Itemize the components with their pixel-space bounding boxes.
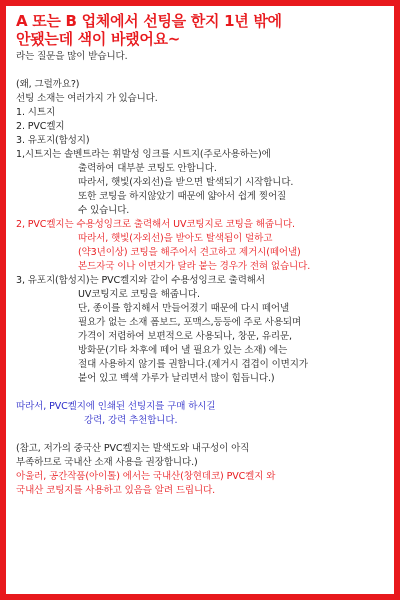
spacer <box>16 386 392 400</box>
recommend-line-2: 강력, 강력 추천합니다. <box>84 415 178 426</box>
sheet-line-1: 1,시트지는 솔벤트라는 휘발성 잉크를 시트지(주로사용하는)에 <box>16 149 271 160</box>
material-item-1: 1. 시트지 <box>16 107 56 118</box>
sheet-line-3: 따라서, 햇빛(자외선)을 받으면 탈색되기 시작합니다. <box>78 177 294 188</box>
spacer <box>16 64 392 78</box>
yupo-line-6: 방화문(기타 차후에 떼어 낼 필요가 있는 소재) 에는 <box>78 345 288 356</box>
pvc-line-3: (약3년이상) 코팅을 해주어서 견고하고 제거시(떼어낼) <box>78 247 301 258</box>
headline-line-1: A 또는 B 업체에서 선팅을 한지 1년 밖에 <box>16 12 282 30</box>
note-line-2: 부족하므로 국내산 소재 사용을 권장합니다.) <box>16 457 198 468</box>
yupo-line-5: 가격이 저렴하여 보편적으로 사용되나, 창문, 유리문, <box>78 331 292 342</box>
sheet-line-4: 또한 코팅을 하지않았기 때문에 얇아서 쉽게 찢어질 <box>78 191 287 202</box>
spacer <box>16 428 392 442</box>
why-text: (왜, 그럴까요?) <box>16 79 80 90</box>
headline <box>16 12 392 48</box>
sheet-line-2: 출력하여 대부분 코팅도 안합니다. <box>78 163 217 174</box>
yupo-line-3: 단, 종이를 합지해서 만들어졌기 때문에 다시 떼어낼 <box>78 303 290 314</box>
pvc-line-1: 2, PVC켈지는 수용성잉크로 출력해서 UV코팅지로 코팅을 해줍니다. <box>16 219 295 230</box>
material-intro: 선팅 소재는 여러가지 가 있습니다. <box>16 93 158 104</box>
yupo-line-8: 붙어 있고 백색 가루가 날리면서 많이 힘듭니다.) <box>78 373 275 384</box>
material-item-2: 2. PVC켈지 <box>16 121 65 132</box>
note-line-4: 국내산 코팅지를 사용하고 있음을 알려 드립니다. <box>16 485 216 496</box>
note-line-3: 아울러, 공간작품(아이톨) 에서는 국내산(창현데코) PVC켈지 와 <box>16 471 276 482</box>
article-body <box>16 12 392 498</box>
intro-text: 라는 질문을 많이 받습니다. <box>16 51 128 62</box>
headline-line-2: 안됐는데 색이 바랬어요~ <box>16 30 181 48</box>
yupo-line-1: 3, 유포지(합성지)는 PVC켈지와 같이 수용성잉크로 출력해서 <box>16 275 265 286</box>
recommend-line-1: 따라서, PVC켈지에 인쇄된 선팅지를 구매 하시길 <box>16 401 216 412</box>
yupo-line-7: 절대 사용하지 않기를 권합니다.(제거시 겹겹이 이면지가 <box>78 359 308 370</box>
yupo-line-4: 필요가 없는 소재 폼보드, 포맥스,등등에 주로 사용되며 <box>78 317 302 328</box>
sheet-line-5: 수 있습니다. <box>78 205 130 216</box>
yupo-line-2: UV코팅지로 코팅을 해줍니다. <box>78 289 200 300</box>
note-line-1: (참고, 저가의 중국산 PVC켈지는 발색도와 내구성이 아직 <box>16 443 250 454</box>
pvc-line-2: 따라서, 햇빛(자외선)을 받아도 탈색됨이 덜하고 <box>78 233 273 244</box>
pvc-line-4: 본드자국 이나 이면지가 달라 붙는 경우가 전혀 없습니다. <box>78 261 311 272</box>
material-item-3: 3. 유포지(합성지) <box>16 135 90 146</box>
